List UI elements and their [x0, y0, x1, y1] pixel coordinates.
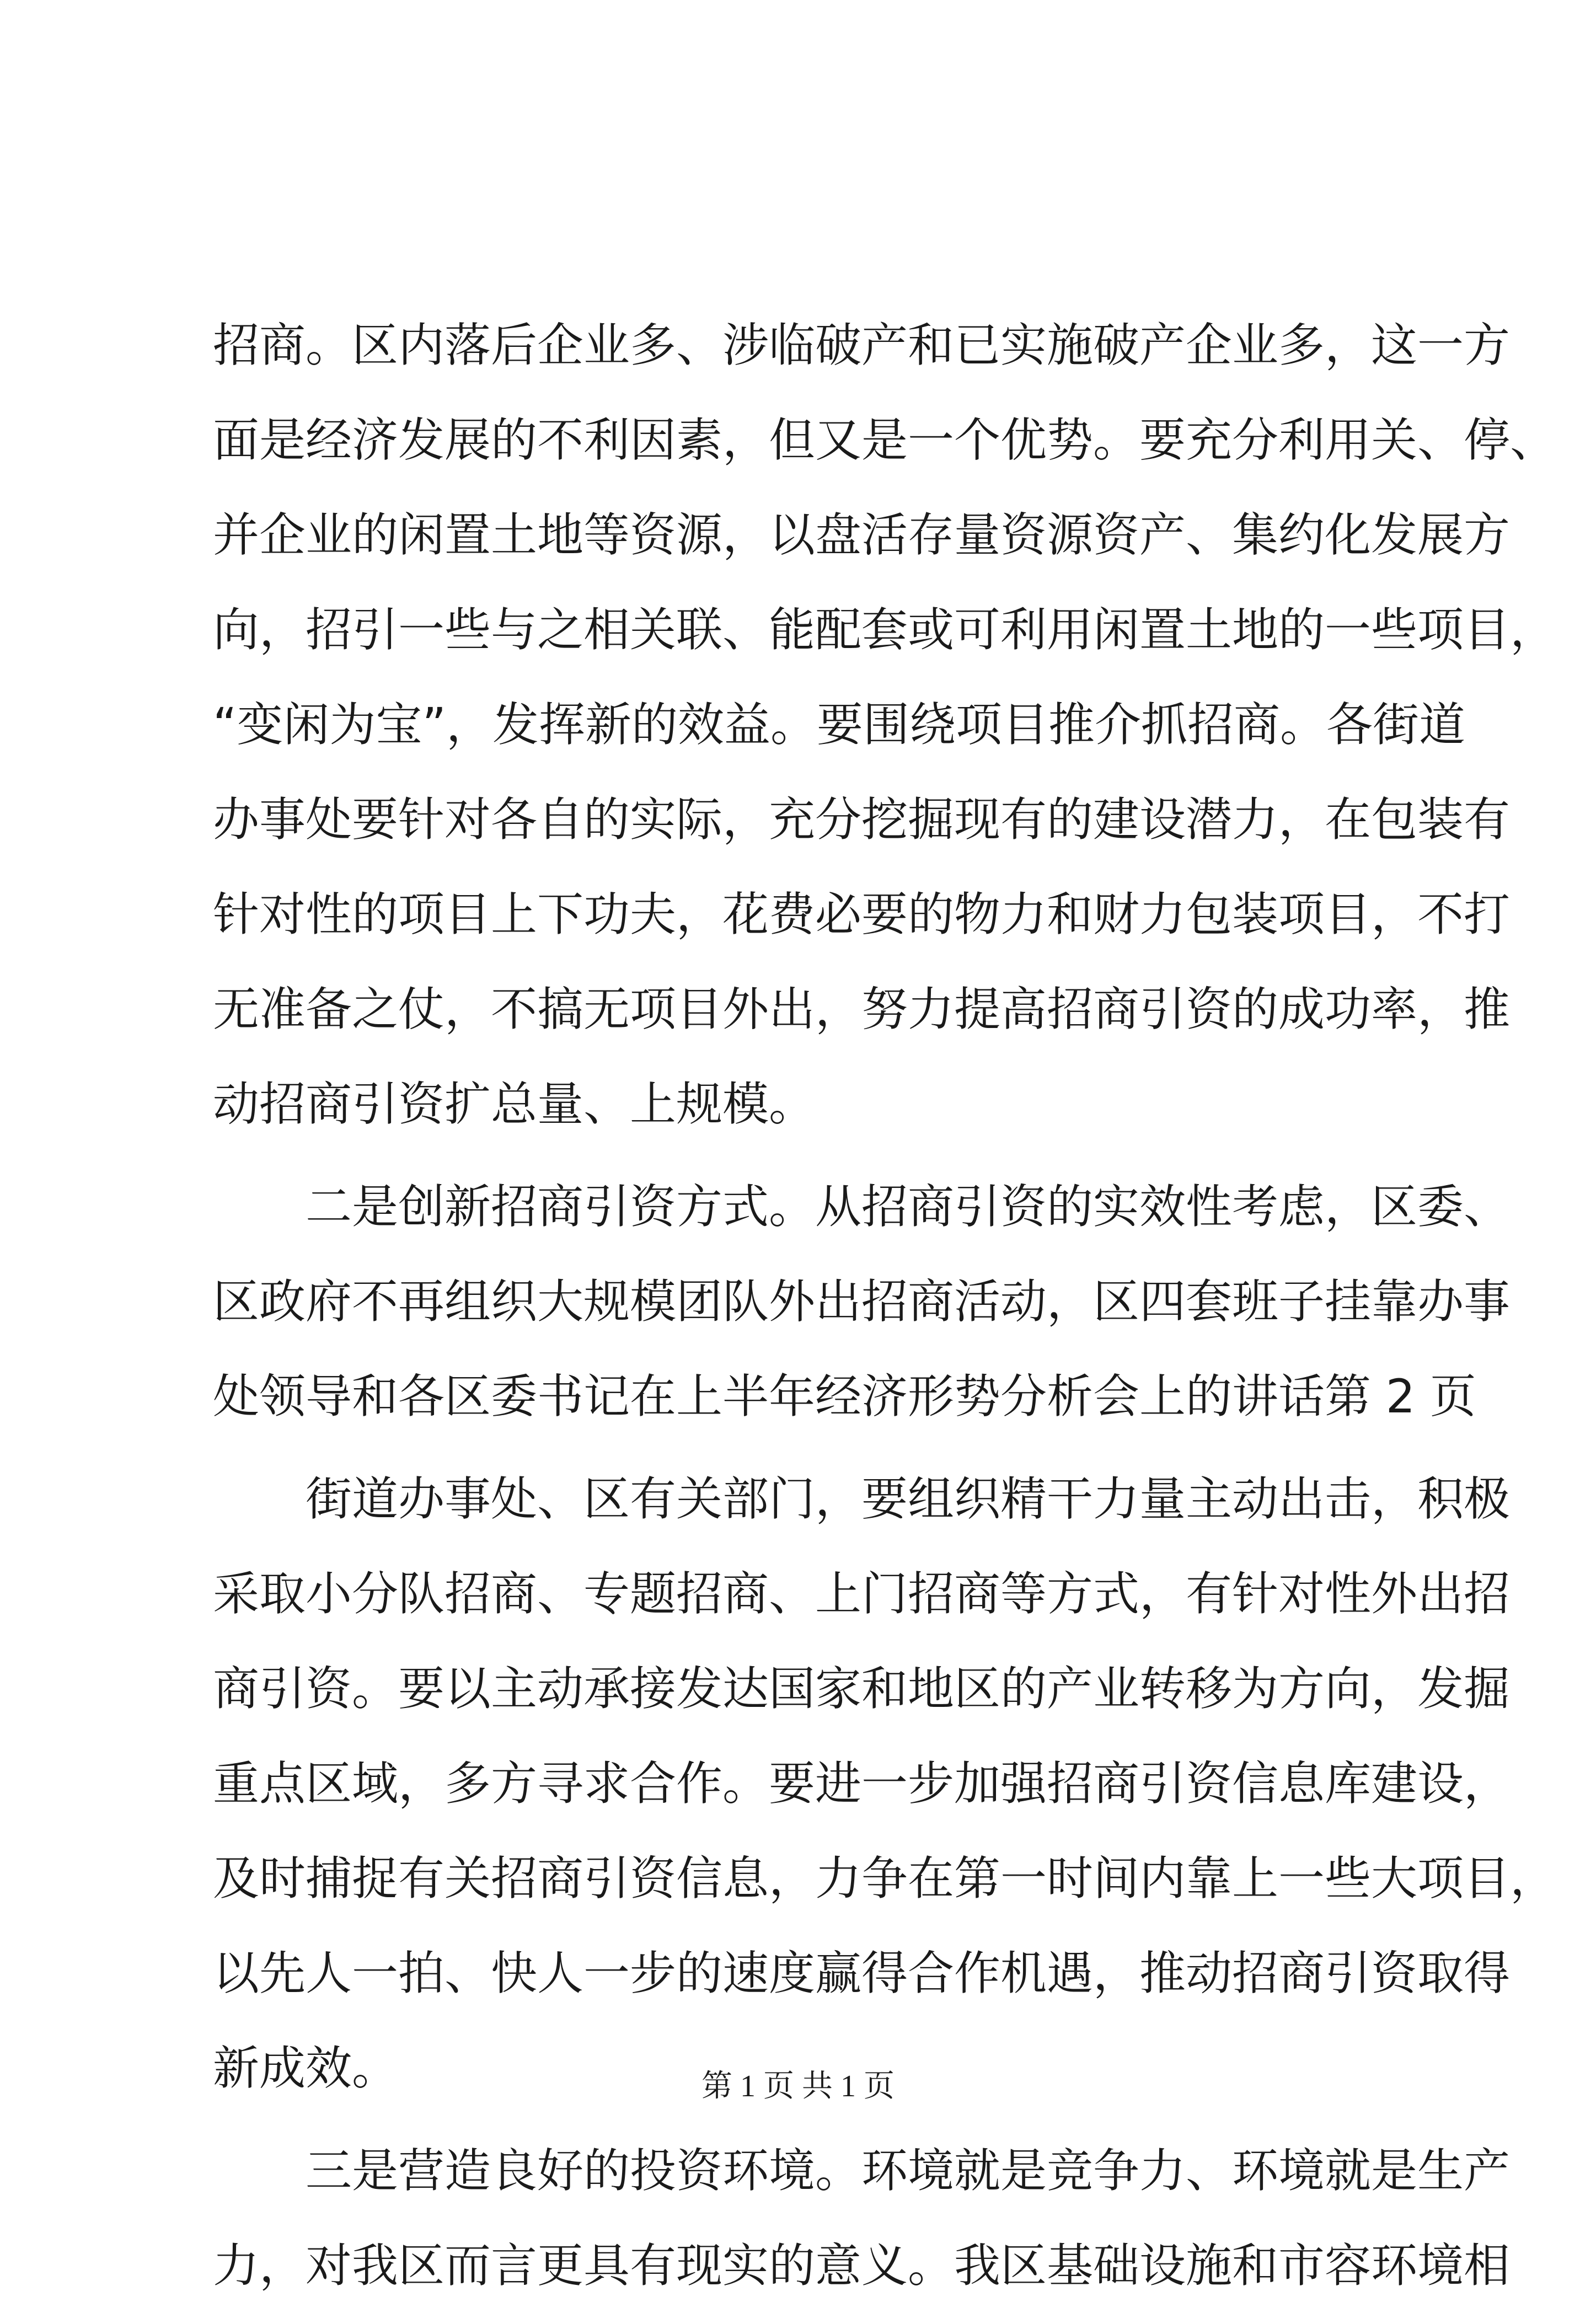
paragraph-gap: [213, 1152, 1404, 1159]
text-line: 力，对我区而言更具有现实的意义。我区基础设施和市容环境相: [213, 2239, 1511, 2293]
text-line: 动招商引资扩总量、上规模。: [213, 1077, 816, 1131]
paragraph-gap: [213, 2116, 1404, 2123]
text-line: 无准备之仗，不搞无项目外出，努力提高招商引资的成功率，推: [213, 982, 1511, 1036]
text-line: 面是经济发展的不利因素，但又是一个优势。要充分利用关、停、: [213, 413, 1557, 467]
text-line: 新成效。: [213, 2041, 399, 2095]
text-line: “变闲为宝”，发挥新的效益。要围绕项目推介抓招商。各街道: [213, 698, 1466, 752]
text-line: 二是创新招商引资方式。从招商引资的实效性考虑，区委、: [213, 1180, 1511, 1234]
text-line: 街道办事处、区有关部门，要组织精干力量主动出击，积极: [213, 1472, 1511, 1526]
text-line: 以先人一拍、快人一步的速度赢得合作机遇，推动招商引资取得: [213, 1946, 1511, 2000]
text-line: 三是营造良好的投资环境。环境就是竞争力、环境就是生产: [213, 2144, 1511, 2198]
page-number-footer: 第 1 页 共 1 页: [701, 2069, 895, 2103]
text-line: 处领导和各区委书记在上半年经济形势分析会上的讲话第 2 页: [213, 1369, 1476, 1423]
text-line: 采取小分队招商、专题招商、上门招商等方式，有针对性外出招: [213, 1567, 1511, 1621]
text-line: 针对性的项目上下功夫，花费必要的物力和财力包装项目，不打: [213, 887, 1511, 941]
text-line: 办事处要针对各自的实际，充分挖掘现有的建设潜力，在包装有: [213, 793, 1511, 847]
paragraph-gap: [213, 1444, 1404, 1452]
paragraph: [213, 298, 1557, 1152]
paragraph: [213, 2123, 1511, 2313]
document-body: [213, 298, 1557, 2313]
text-line: 及时捕捉有关招商引资信息，力争在第一时间内靠上一些大项目，: [213, 1851, 1557, 1905]
paragraph: [213, 1159, 1511, 1444]
text-line: 向，招引一些与之相关联、能配套或可利用闲置土地的一些项目，: [213, 603, 1557, 657]
paragraph: [213, 1452, 1557, 2116]
text-line: 商引资。要以主动承接发达国家和地区的产业转移为方向，发掘: [213, 1662, 1511, 1716]
text-line: 区政府不再组织大规模团队外出招商活动，区四套班子挂靠办事: [213, 1275, 1511, 1329]
text-line: 重点区域，多方寻求合作。要进一步加强招商引资信息库建设，: [213, 1757, 1511, 1811]
text-line: 招商。区内落后企业多、涉临破产和已实施破产企业多，这一方: [213, 318, 1511, 372]
text-line: 并企业的闲置土地等资源，以盘活存量资源资产、集约化发展方: [213, 508, 1511, 562]
